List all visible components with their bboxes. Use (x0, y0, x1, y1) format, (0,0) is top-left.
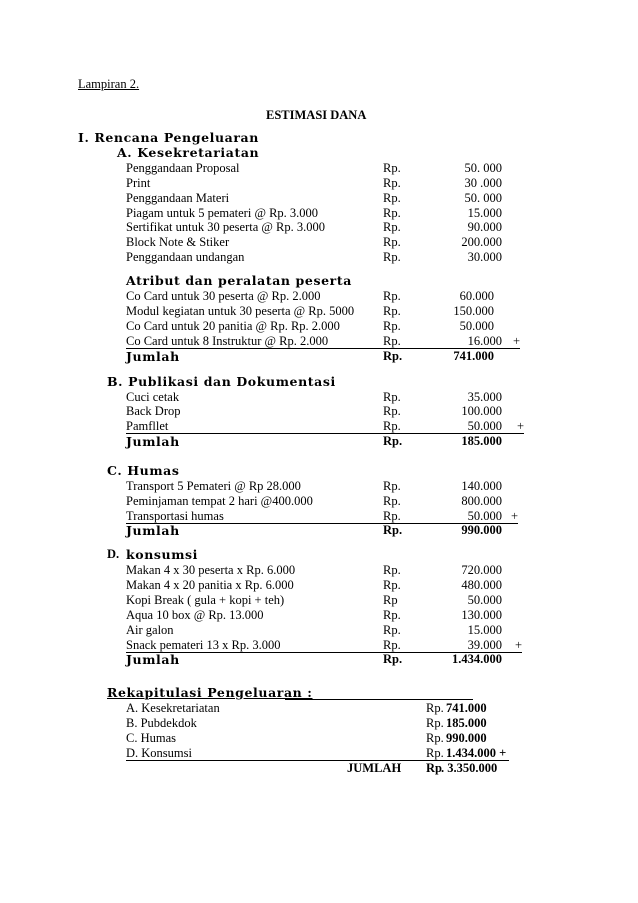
item-currency: Rp. (383, 176, 401, 190)
item-currency: Rp. (383, 509, 401, 523)
plus-sign: + (515, 638, 523, 652)
total-label: Jumlah (126, 652, 180, 667)
section-heading-rekapitulasi: Rekapitulasi Pengeluaran : (107, 685, 313, 700)
total-label: Jumlah (126, 523, 180, 538)
item-label: Co Card untuk 20 panitia @ Rp. Rp. 2.000 (126, 319, 340, 333)
subsection-heading-atribut: Atribut dan peralatan peserta (126, 273, 352, 288)
total-currency: Rp. (383, 523, 403, 537)
total-label: JUMLAH (347, 761, 402, 775)
item-amount: 50.000 (467, 509, 502, 523)
section-heading-kesekretariatan: A. Kesekretariatan (117, 145, 260, 160)
item-currency: Rp. (383, 638, 401, 652)
item-currency: Rp. (383, 304, 401, 318)
plus-sign: + (511, 509, 519, 523)
item-amount: 35.000 (467, 390, 502, 404)
item-label: Print (126, 176, 151, 190)
item-currency: Rp. (383, 191, 401, 205)
item-label: Penggandaan Proposal (126, 161, 240, 175)
item-label: Co Card untuk 8 Instruktur @ Rp. 2.000 (126, 334, 329, 348)
item-currency: Rp. (383, 623, 401, 637)
item-label: Aqua 10 box @ Rp. 13.000 (126, 608, 264, 622)
total-label: Jumlah (126, 434, 180, 449)
item-currency: Rp. (383, 206, 401, 220)
item-label: Makan 4 x 20 panitia x Rp. 6.000 (126, 578, 294, 592)
item-amount: 60.000 (459, 289, 494, 303)
item-amount: 15.000 (467, 206, 502, 220)
total-currency: Rp. (383, 652, 403, 666)
item-currency: Rp. (383, 608, 401, 622)
item-amount: 15.000 (467, 623, 502, 637)
item-amount: 185.000 (446, 716, 487, 730)
item-currency: Rp. (383, 494, 401, 508)
item-currency: Rp. (383, 161, 401, 175)
item-currency: Rp. (383, 319, 401, 333)
item-currency: Rp. (426, 746, 444, 760)
item-currency: Rp. (383, 479, 401, 493)
item-currency: Rp. (426, 716, 444, 730)
item-currency: Rp (383, 593, 398, 607)
total-currency: Rp (426, 761, 442, 775)
item-currency: Rp. (383, 390, 401, 404)
item-label: Makan 4 x 30 peserta x Rp. 6.000 (126, 563, 296, 577)
page-title: ESTIMASI DANA (266, 108, 367, 122)
total-amount: 741.000 (453, 349, 494, 363)
item-currency: Rp. (383, 235, 401, 249)
item-amount: 741.000 (446, 701, 487, 715)
item-amount: 16.000 (467, 334, 502, 348)
item-amount: 50.000 (467, 419, 502, 433)
total-currency: Rp. (383, 349, 403, 363)
total-label: Jumlah (126, 349, 180, 364)
total-amount: . 3.350.000 (441, 761, 498, 775)
item-amount: 800.000 (461, 494, 502, 508)
section-heading-konsumsi: konsumsi (126, 547, 199, 562)
item-amount: 50.000 (467, 593, 502, 607)
total-currency: Rp. (383, 434, 403, 448)
item-currency: Rp. (383, 334, 401, 348)
lampiran-label: Lampiran 2. (78, 77, 140, 91)
item-label: Back Drop (126, 404, 181, 418)
item-label: Pamfllet (126, 419, 169, 433)
item-currency: Rp. (383, 220, 401, 234)
item-amount: 990.000 (446, 731, 487, 745)
item-currency: Rp. (383, 250, 401, 264)
item-currency: Rp. (383, 563, 401, 577)
plus-sign: + (513, 334, 521, 348)
item-amount: 1.434.000 + (446, 746, 507, 760)
section-heading-publikasi: B. Publikasi dan Dokumentasi (107, 374, 336, 389)
section-letter-konsumsi: D. (107, 547, 120, 561)
item-label: Transport 5 Pemateri @ Rp 28.000 (126, 479, 301, 493)
item-amount: 39.000 (467, 638, 502, 652)
item-label: Penggandaan undangan (126, 250, 245, 264)
item-amount: 30.000 (467, 250, 502, 264)
item-amount: 140.000 (461, 479, 502, 493)
item-label: Kopi Break ( gula + kopi + teh) (126, 593, 285, 607)
item-label: C. Humas (126, 731, 176, 745)
item-currency: Rp. (383, 419, 401, 433)
item-amount: 150.000 (453, 304, 494, 318)
item-label: A. Kesekretariatan (126, 701, 220, 715)
item-label: Piagam untuk 5 pemateri @ Rp. 3.000 (126, 206, 319, 220)
item-label: Cuci cetak (126, 390, 180, 404)
item-currency: Rp. (426, 701, 444, 715)
total-amount: 1.434.000 (452, 652, 502, 666)
item-amount: 480.000 (461, 578, 502, 592)
item-label: Peminjaman tempat 2 hari @400.000 (126, 494, 313, 508)
item-amount: 30 .000 (464, 176, 502, 190)
plus-sign: + (517, 419, 525, 433)
item-amount: 130.000 (461, 608, 502, 622)
item-amount: 200.000 (461, 235, 502, 249)
item-label: Snack pemateri 13 x Rp. 3.000 (126, 638, 281, 652)
item-label: Co Card untuk 30 peserta @ Rp. 2.000 (126, 289, 321, 303)
section-heading-rencana: I. Rencana Pengeluaran (78, 130, 259, 145)
section-heading-humas: C. Humas (107, 463, 180, 478)
item-amount: 100.000 (461, 404, 502, 418)
item-label: Transportasi humas (126, 509, 224, 523)
item-label: Penggandaan Materi (126, 191, 230, 205)
item-currency: Rp. (383, 578, 401, 592)
item-label: Block Note & Stiker (126, 235, 230, 249)
item-amount: 720.000 (461, 563, 502, 577)
heading-rule (285, 699, 473, 700)
total-amount: 185.000 (461, 434, 502, 448)
item-amount: 50.000 (459, 319, 494, 333)
item-currency: Rp. (383, 289, 401, 303)
item-label: B. Pubdekdok (126, 716, 197, 730)
item-label: Sertifikat untuk 30 peserta @ Rp. 3.000 (126, 220, 325, 234)
item-label: Modul kegiatan untuk 30 peserta @ Rp. 5000 (126, 304, 355, 318)
item-amount: 50. 000 (464, 161, 502, 175)
item-currency: Rp. (426, 731, 444, 745)
item-label: Air galon (126, 623, 174, 637)
item-amount: 50. 000 (464, 191, 502, 205)
item-amount: 90.000 (467, 220, 502, 234)
total-amount: 990.000 (461, 523, 502, 537)
item-currency: Rp. (383, 404, 401, 418)
item-label: D. Konsumsi (126, 746, 192, 760)
